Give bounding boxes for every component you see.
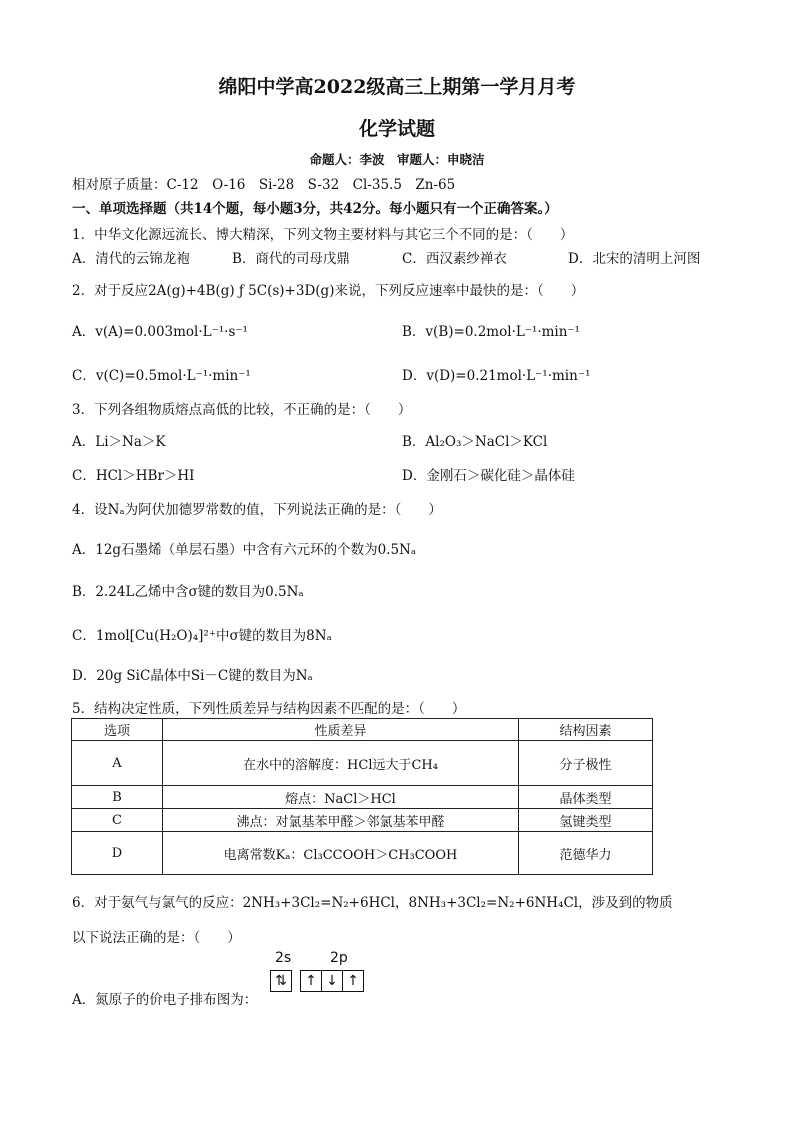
question-2-option-c: C．v(C)=0.5mol·L⁻¹·min⁻¹ bbox=[72, 368, 251, 384]
table-row bbox=[72, 786, 653, 809]
question-6-stem-line1: 6．对于氨气与氯气的反应：2NH₃+3Cl₂=N₂+6HCl，8NH₃+3Cl₂=N₂+6NH₄Cl，涉及到的物质 bbox=[72, 895, 673, 911]
question-2-stem: 2．对于反应2A(g)+4B(g) ƒ 5C(s)+3D(g)来说，下列反应速率中最快的是：（ ） bbox=[72, 283, 585, 299]
table-row bbox=[72, 809, 653, 832]
question-2-option-d: D．v(D)=0.21mol·L⁻¹·min⁻¹ bbox=[402, 368, 591, 384]
orbital-diagram bbox=[270, 950, 364, 992]
orbital-box-2p-1: ↑ bbox=[301, 971, 322, 991]
orbital-box-2p-2: ↓ bbox=[322, 971, 343, 991]
table-header-cell: 性质差异 bbox=[163, 719, 519, 741]
atomic-masses: 相对原子质量：C-12 O-16 Si-28 S-32 Cl-35.5 Zn-65 bbox=[72, 177, 456, 193]
question-2-option-a: A．v(A)=0.003mol·L⁻¹·s⁻¹ bbox=[72, 324, 248, 340]
table-cell: A bbox=[72, 741, 163, 786]
orbital-box-2p-3: ↑ bbox=[347, 973, 359, 989]
question-4-option-c: C．1mol[Cu(H₂O)₄]²⁺中σ键的数目为8Nₐ bbox=[72, 628, 332, 644]
table-cell: 氢键类型 bbox=[519, 809, 653, 832]
question-3-option-d: D．金刚石＞碳化硅＞晶体硅 bbox=[402, 468, 575, 484]
table-cell: B bbox=[72, 786, 163, 809]
orbital-2p-group bbox=[300, 970, 364, 992]
question-1-option-d: D．北宋的清明上河图 bbox=[568, 251, 701, 267]
question-4-option-b: B．2.24L乙烯中含σ键的数目为0.5Nₐ bbox=[72, 584, 304, 600]
table-row bbox=[72, 741, 653, 786]
question-3-option-c: C．HCl＞HBr＞HI bbox=[72, 468, 195, 484]
question-5-stem: 5．结构决定性质，下列性质差异与结构因素不匹配的是：（ ） bbox=[72, 701, 466, 717]
table-cell: C bbox=[72, 809, 163, 832]
question-1-option-b: B．商代的司母戊鼎 bbox=[232, 251, 350, 267]
orbital-label-2s: 2s bbox=[275, 950, 292, 966]
table-cell: 分子极性 bbox=[519, 741, 653, 786]
question-4-option-d: D．20g SiC晶体中Si－C键的数目为Nₐ bbox=[72, 668, 313, 684]
question-1-option-a: A．清代的云锦龙袍 bbox=[72, 251, 190, 267]
question-3-option-a: A．Li＞Na＞K bbox=[72, 434, 166, 450]
question-5-table bbox=[71, 718, 653, 875]
table-cell: 电离常数Kₐ：Cl₃CCOOH＞CH₃COOH bbox=[163, 832, 519, 875]
orbital-box-2s: ⇅ bbox=[275, 973, 287, 989]
table-header-cell: 选项 bbox=[72, 719, 163, 741]
table-header-row bbox=[72, 719, 653, 741]
question-6-option-a: A．氮原子的价电子排布图为： bbox=[72, 992, 258, 1008]
table-cell: 范德华力 bbox=[519, 832, 653, 875]
orbital-label-2p: 2p bbox=[330, 950, 348, 966]
question-2-option-b: B．v(B)=0.2mol·L⁻¹·min⁻¹ bbox=[402, 324, 580, 340]
table-cell: 沸点：对氯基苯甲醛＞邻氯基苯甲醛 bbox=[163, 809, 519, 832]
question-4-stem: 4．设Nₐ为阿伏加德罗常数的值，下列说法正确的是：（ ） bbox=[72, 502, 442, 518]
question-4-option-a: A．12g石墨烯（单层石墨）中含有六元环的个数为0.5Nₐ bbox=[72, 542, 417, 558]
table-cell: 熔点：NaCl＞HCl bbox=[163, 786, 519, 809]
exam-subject: 化学试题 bbox=[358, 118, 435, 140]
question-1-stem: 1．中华文化源远流长、博大精深，下列文物主要材料与其它三个不同的是：（ ） bbox=[72, 227, 574, 243]
question-3-option-b: B．Al₂O₃＞NaCl＞KCl bbox=[402, 434, 548, 450]
orbital-2s-group bbox=[270, 970, 292, 992]
table-header-cell: 结构因素 bbox=[519, 719, 653, 741]
question-6-stem-line2: 以下说法正确的是：（ ） bbox=[72, 930, 241, 946]
section-heading: 一、单项选择题（共14个题，每小题3分，共42分。每小题只有一个正确答案。） bbox=[72, 201, 558, 217]
table-row bbox=[72, 832, 653, 875]
table-cell: 在水中的溶解度：HCl远大于CH₄ bbox=[163, 741, 519, 786]
question-1-option-c: C．西汉素纱禅衣 bbox=[402, 251, 507, 267]
exam-authors: 命题人：李波 审题人：申晓洁 bbox=[309, 152, 485, 167]
table-cell: D bbox=[72, 832, 163, 875]
table-cell: 晶体类型 bbox=[519, 786, 653, 809]
exam-title: 绵阳中学高2022级高三上期第一学月月考 bbox=[218, 76, 576, 98]
question-3-stem: 3．下列各组物质熔点高低的比较，不正确的是：（ ） bbox=[72, 402, 412, 418]
